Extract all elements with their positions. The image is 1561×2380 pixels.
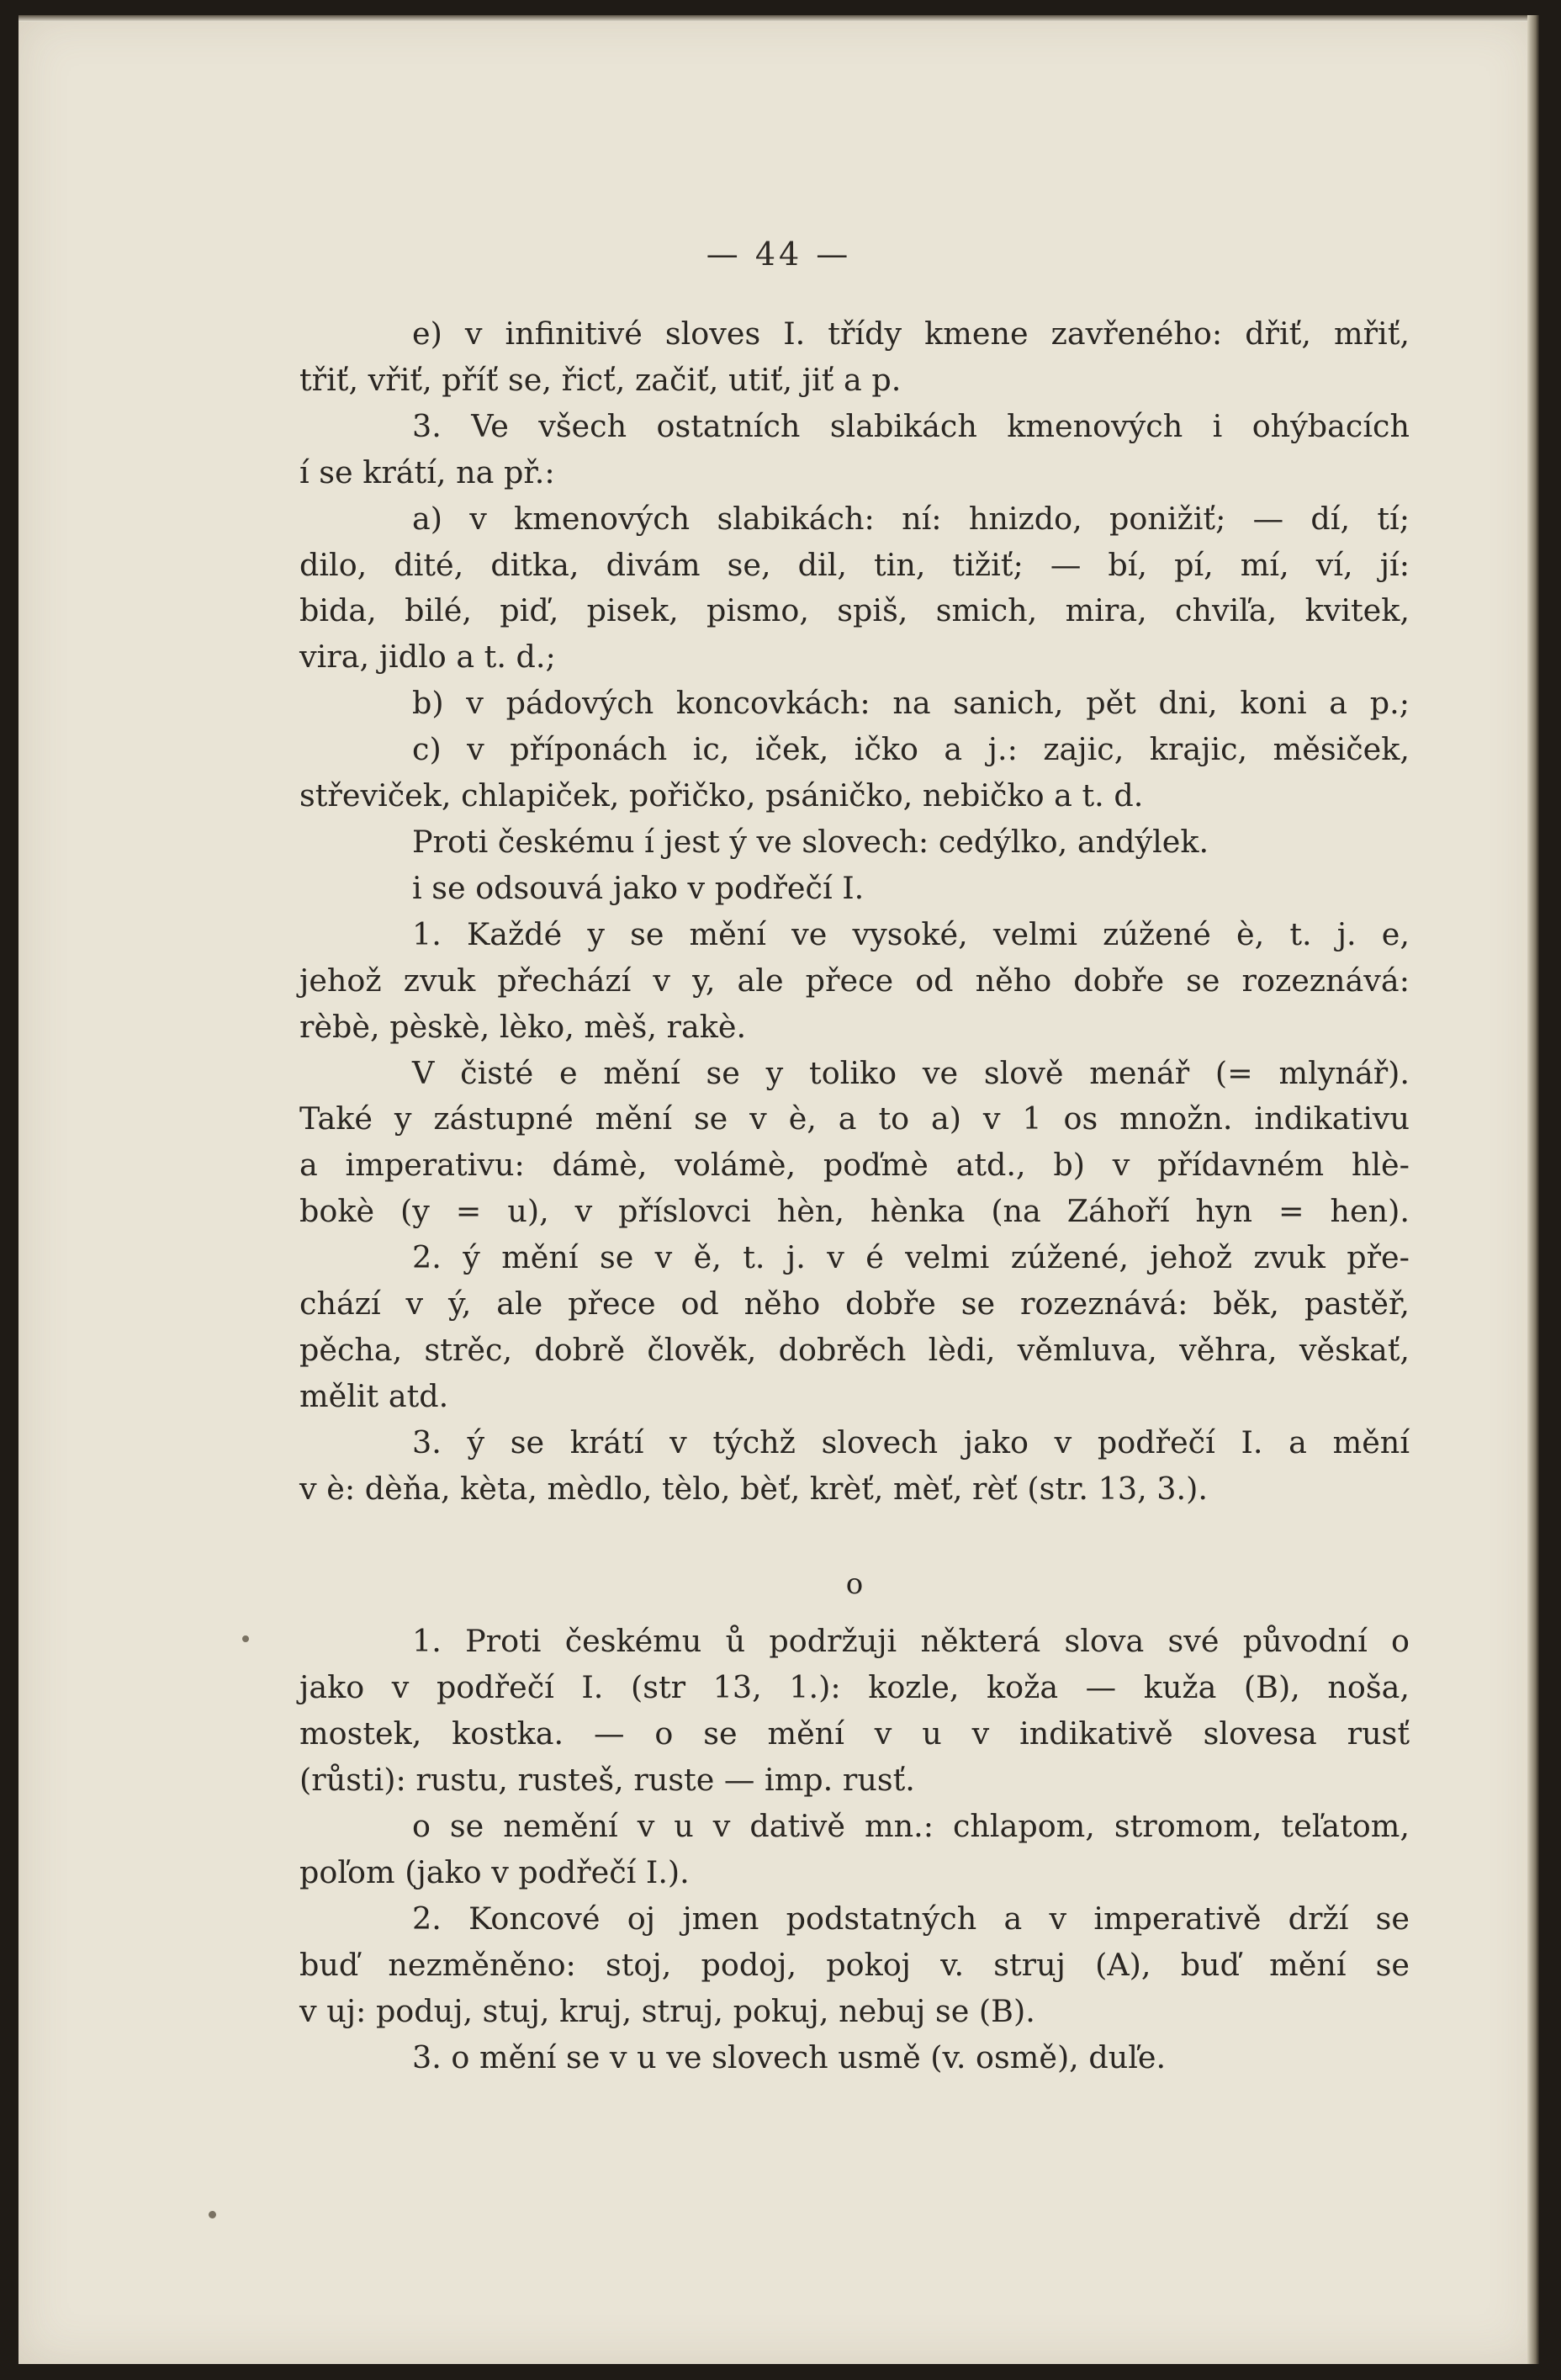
text-line: v è: dèňa, kèta, mèdlo, tèlo, bèť, krèť, mèť, rèť (str. 13, 3.). (299, 1470, 1208, 1507)
page-number: — 44 — (706, 236, 852, 273)
body-text (299, 311, 1410, 2081)
text-line: i se odsouvá jako v podřečí I. (412, 869, 865, 906)
print-speck (242, 1635, 249, 1642)
text-line: vira, jidlo a t. d.; (299, 639, 556, 676)
text-line: V čisté e mění se y toliko ve slově menář (= mlynář). (412, 1054, 1410, 1091)
text-line: pěcha, strěc, dobrě člověk, dobrěch lèdi, věmluva, věhra, věskať, (299, 1331, 1410, 1368)
text-line: 3. Ve všech ostatních slabikách kmenových i ohýbacích (412, 407, 1410, 444)
text-line: 3. o mění se v u ve slovech usmě (v. osmě), duľe. (412, 2038, 1167, 2075)
text-line: a imperativu: dámè, volámè, poďmè atd., b) v přídavném hlè- (299, 1147, 1410, 1184)
book-page (19, 15, 1539, 2364)
text-line: bokè (y = u), v příslovci hèn, hènka (na Záhoří hyn = hen). (299, 1193, 1410, 1230)
text-line: rèbè, pèskè, lèko, mèš, rakè. (299, 1008, 747, 1045)
text-line: bida, bilé, piď, pisek, pismo, spiš, smich, mira, chviľa, kvitek, (299, 592, 1410, 629)
text-line: 1. Každé y se mění ve vysoké, velmi zúžené è, t. j. e, (412, 915, 1410, 952)
text-line: Proti českému í jest ý ve slovech: cedýlko, andýlek. (412, 823, 1209, 860)
text-block-o (299, 1619, 1410, 2081)
text-line: b) v pádových koncovkách: na sanich, pět dni, koni a p.; (412, 685, 1410, 722)
text-block-i (299, 311, 1410, 1513)
text-line: v uj: poduj, stuj, kruj, struj, pokuj, nebuj se (B). (299, 1992, 1035, 2029)
text-line: mělit atd. (299, 1377, 449, 1414)
text-line: chází v ý, ale přece od něho dobře se rozeznává: běk, pastěř, (299, 1285, 1410, 1323)
text-line: 2. Koncové oj jmen podstatných a v imperativě drží se (412, 1900, 1410, 1937)
text-line: střeviček, chlapiček, pořičko, psáničko, nebičko a t. d. (299, 777, 1144, 814)
text-line: 2. ý mění se v ě, t. j. v é velmi zúžené, jehož zvuk pře- (412, 1239, 1410, 1276)
page-right-edge (1527, 15, 1539, 2364)
text-line: o se nemění v u v dativě mn.: chlapom, stromom, teľatom, (412, 1808, 1410, 1845)
text-line: a) v kmenových slabikách: ní: hnizdo, ponižiť; — dí, tí; (412, 500, 1410, 537)
text-line: í se krátí, na př.: (299, 453, 555, 490)
print-speck (209, 2211, 216, 2218)
text-line: Také y zástupné mění se v è, a to a) v 1 os množn. indikativu (299, 1100, 1410, 1137)
text-line: 3. ý se krátí v týchž slovech jako v podřečí I. a mění (412, 1423, 1410, 1460)
text-line: 1. Proti českému ů podržuji některá slova své původní o (412, 1623, 1410, 1660)
text-line: dilo, dité, ditka, divám se, dil, tin, tižiť; — bí, pí, mí, ví, jí: (299, 546, 1410, 583)
text-line: c) v příponách ic, iček, ičko a j.: zajic, krajic, měsiček, (412, 731, 1410, 768)
text-line: jako v podřečí I. (str 13, 1.): kozle, koža — kuža (B), noša, (299, 1669, 1410, 1706)
text-line: jehož zvuk přechází v y, ale přece od něho dobře se rozeznává: (299, 962, 1410, 999)
section-heading-o: o (845, 1566, 864, 1601)
text-line: buď nezměněno: stoj, podoj, pokoj v. struj (A), buď mění se (299, 1946, 1410, 1983)
text-line: mostek, kostka. — o se mění v u v indikativě slovesa rusť (299, 1715, 1410, 1752)
text-line: třiť, vřiť, příť se, řicť, začiť, utiť, jiť a p. (299, 361, 902, 398)
page-top-edge (19, 15, 1539, 22)
text-line: poľom (jako v podřečí I.). (299, 1854, 690, 1890)
text-line: e) v infinitivé sloves I. třídy kmene zavřeného: dřiť, mřiť, (412, 315, 1410, 352)
text-line: (růsti): rustu, rusteš, ruste — imp. rusť. (299, 1762, 915, 1799)
